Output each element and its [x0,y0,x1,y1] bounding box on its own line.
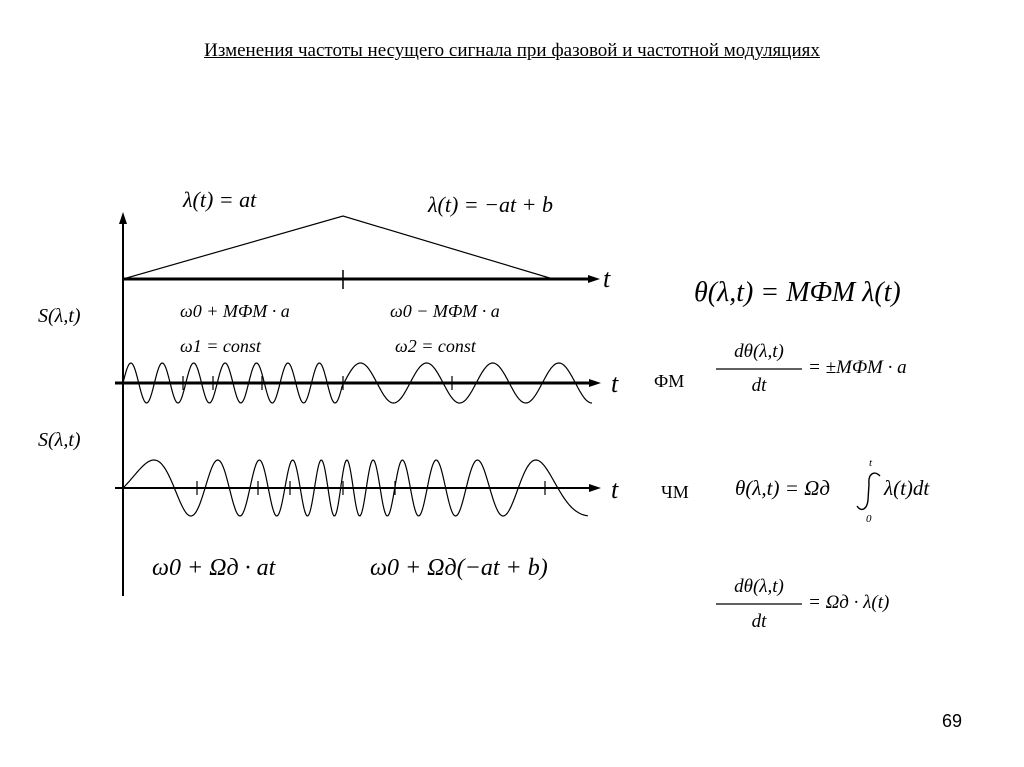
lambda-up-formula: λ(t) = at [183,187,257,212]
pm-frequency-2: ω0 − MФМ · a [390,301,500,321]
axis-t-label-pm: t [611,369,619,398]
pm-derivative-rhs: = ±MФМ · a [808,357,907,378]
pm-derivative-denominator: dt [751,375,767,396]
page-number: 69 [942,711,963,731]
lambda-down-formula: λ(t) = −at + b [428,192,553,217]
fm-frequency-1: ω0 + Ωд · at [152,555,276,581]
axis-t-label-top: t [603,264,611,293]
lambda-triangle [123,216,553,279]
fm-label: ЧМ [661,482,689,502]
pm-axis-arrow [589,379,601,387]
s-label-fm: S(λ,t) [38,429,81,451]
pm-const-2: ω2 = const [395,336,476,356]
fm-derivative-numerator: dθ(λ,t) [734,576,784,597]
lambda-axis-arrow [588,275,600,283]
page-title: Изменения частоты несущего сигнала при фазовой и частотной модуляциях [204,40,820,61]
fm-derivative-rhs: = Ωд · λ(t) [808,592,890,613]
theta-equation: θ(λ,t) = MФМ λ(t) [694,277,901,308]
integral-sign [857,473,880,509]
vertical-axis-arrow [119,212,127,224]
fm-integral-lower: 0 [866,513,872,525]
fm-integral-upper: t [869,457,873,469]
pm-frequency-1: ω0 + MФМ · a [180,301,290,321]
fm-integral-rhs: λ(t)dt [884,476,930,500]
pm-derivative-numerator: dθ(λ,t) [734,341,784,362]
s-label-pm: S(λ,t) [38,305,81,327]
fm-derivative-denominator: dt [751,611,767,632]
fm-frequency-2: ω0 + Ωд(−at + b) [370,555,548,581]
axis-t-label-fm: t [611,475,619,504]
pm-label: ФМ [654,371,685,391]
fm-integral-lhs: θ(λ,t) = Ωд [735,476,830,500]
pm-const-1: ω1 = const [180,336,261,356]
fm-axis-arrow [589,484,601,492]
